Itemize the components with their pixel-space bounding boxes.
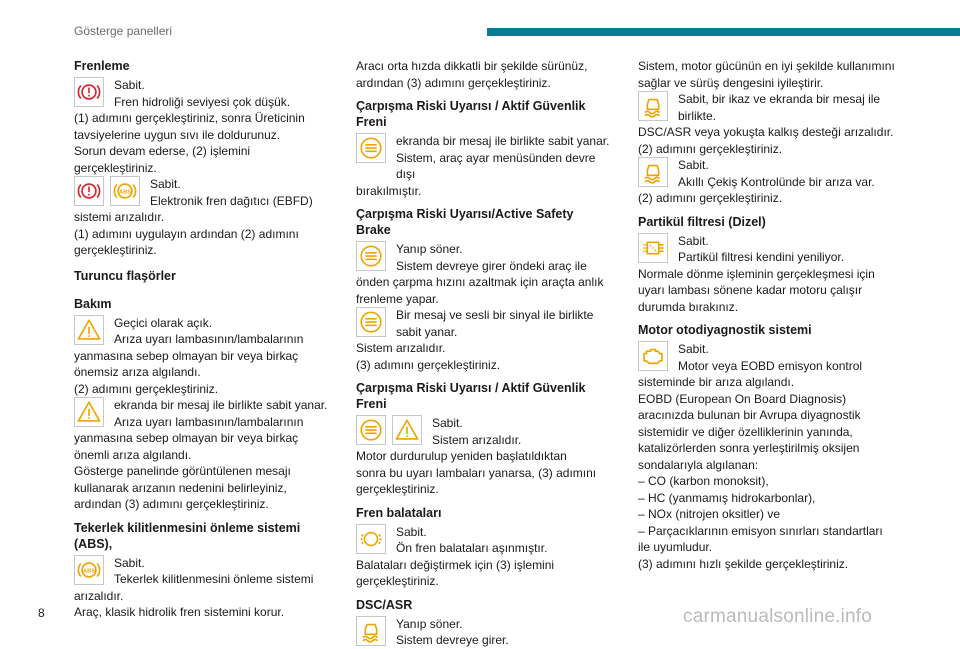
- body-line: sistemi arızalıdır.: [74, 210, 165, 224]
- body-line: (2) adımını gerçekleştiriniz.: [638, 191, 783, 205]
- engine-check-icon: [638, 341, 668, 371]
- body-line: – Parçacıklarının emisyon sınırları standartları: [638, 523, 883, 538]
- body-line: Araç, klasik hidrolik fren sistemini korur.: [74, 605, 285, 619]
- stability-control-icon: [356, 616, 386, 646]
- entry-line: Sistem, araç ayar menüsünden devre dışı: [396, 150, 596, 181]
- title-line: Çarpışma Riski Uyarısı / Aktif Güvenlik: [356, 99, 586, 113]
- entry-line: sabit yanar.: [396, 324, 458, 339]
- warning-triangle-icon: [392, 415, 422, 445]
- entry-traction-fault: [638, 157, 900, 190]
- entry-brake-pads: [356, 524, 618, 557]
- warning-triangle-icon: [74, 315, 104, 345]
- body-line: DSC/ASR veya yokuşta kalkış desteği arızalıdır.: [638, 125, 894, 139]
- column-middle: [356, 56, 618, 649]
- body-line: yanmasına sebep olmayan bir veya birkaç: [74, 348, 299, 363]
- section-title-obd: Motor otodiyagnostik sistemi: [638, 323, 812, 337]
- entry-collision-flash: [356, 241, 618, 274]
- entry-line: Akıllı Çekiş Kontrolünde bir arıza var.: [678, 174, 875, 189]
- body-line: frenleme yapar.: [356, 291, 439, 306]
- stability-control-icon: [638, 91, 668, 121]
- body-line: gerçekleştiriniz.: [356, 482, 439, 496]
- entry-line: Sabit.: [114, 555, 145, 570]
- body-line: Aracı orta hızda dikkatli bir şekilde sürünüz,: [356, 59, 588, 73]
- section-title-dpf: Partikül filtresi (Dizel): [638, 214, 766, 229]
- entry-line: Sabit, bir ikaz ve ekranda bir mesaj ile: [678, 92, 881, 106]
- brake-warning-icon: [74, 176, 104, 206]
- brake-warning-icon: [74, 77, 104, 107]
- body-line: sağlar ve sürüş dengesini iyileştirir.: [638, 75, 824, 90]
- particle-filter-icon: [638, 233, 668, 263]
- body-line: ardından (3) adımını gerçekleştiriniz.: [74, 497, 269, 511]
- collision-warning-icon: [356, 415, 386, 445]
- entry-abs: [74, 555, 336, 588]
- section-title-abs: [74, 520, 336, 552]
- brake-pads-icon: [356, 524, 386, 554]
- entry-line: Sistem devreye girer.: [396, 633, 509, 647]
- body-line: ardından (3) adımını gerçekleştiriniz.: [356, 75, 551, 90]
- section-title-dsc: DSC/ASR: [356, 597, 413, 612]
- column-right: [638, 56, 900, 572]
- entry-dpf: [638, 233, 900, 266]
- body-line: Sistem arızalıdır.: [356, 341, 446, 355]
- body-line: (2) adımını gerçekleştiriniz.: [74, 381, 219, 396]
- body-line: Sorun devam ederse, (2) işlemini: [74, 144, 251, 158]
- body-line: yanmasına sebep olmayan bir veya birkaç: [74, 431, 299, 445]
- watermark: carmanualsonline.info: [683, 606, 873, 627]
- abs-icon: [110, 176, 140, 206]
- title-line: Freni: [356, 115, 387, 129]
- entry-collision-disabled: [356, 133, 618, 183]
- entry-line: Sabit.: [678, 233, 709, 248]
- section-title-collision-1: [356, 98, 618, 130]
- section-title-brake-pads: Fren balataları: [356, 505, 442, 520]
- body-line: tavsiyelerine uygun sıvı ile doldurunuz.: [74, 127, 281, 142]
- body-line: – CO (karbon monoksit),: [638, 474, 769, 488]
- body-line: ile uyumludur.: [638, 540, 713, 554]
- body-line: EOBD (European On Board Diagnosis): [638, 391, 847, 406]
- abs-icon: [74, 555, 104, 585]
- entry-line: birlikte.: [678, 108, 717, 123]
- entry-line: Sistem devreye girer öndeki araç ile: [396, 258, 587, 273]
- title-line: Çarpışma Riski Uyarısı / Aktif Güvenlik: [356, 381, 586, 395]
- body-line: Sistem, motor gücünün en iyi şekilde kullanımını: [638, 59, 895, 73]
- body-line: gerçekleştiriniz.: [356, 574, 439, 588]
- collision-warning-icon: [356, 307, 386, 337]
- body-line: Motor durdurulup yeniden başlatıldıktan: [356, 449, 567, 463]
- entry-line: Sabit.: [432, 416, 463, 430]
- body-line: sondalarıyla algılanan:: [638, 457, 759, 472]
- body-line: sonra bu uyarı lambaları yanarsa, (3) adımını: [356, 465, 597, 480]
- page-number: 8: [38, 606, 45, 620]
- entry-maintenance-fixed: [74, 397, 336, 430]
- section-title-turuncu: Turuncu flaşörler: [74, 268, 176, 283]
- body-line: durumda bırakınız.: [638, 299, 739, 314]
- entry-line: Ön fren balataları aşınmıştır.: [396, 541, 548, 555]
- entry-line: Sabit.: [678, 158, 709, 172]
- entry-line: Elektronik fren dağıtıcı (EBFD): [150, 193, 313, 208]
- entry-line: Geçici olarak açık.: [114, 315, 213, 330]
- body-line: (3) adımını gerçekleştiriniz.: [356, 357, 501, 372]
- body-line: katalizörlerden sonra yerleştirilmiş oksijen: [638, 441, 860, 455]
- entry-brake-fluid: [74, 77, 336, 110]
- entry-dsc-fault: [638, 91, 900, 124]
- entry-line: Sabit.: [678, 342, 709, 356]
- body-line: bırakılmıştır.: [356, 183, 422, 198]
- entry-line: Fren hidroliği seviyesi çok düşük.: [114, 94, 291, 109]
- body-line: kullanarak arızanın nedenini belirleyiniz,: [74, 480, 287, 495]
- title-line: Freni: [356, 397, 387, 411]
- warning-triangle-icon: [74, 397, 104, 427]
- entry-line: Sabit.: [150, 177, 181, 191]
- entry-dsc: [356, 616, 618, 649]
- header-accent-bar: [487, 28, 960, 36]
- entry-collision-fault: [356, 307, 618, 340]
- entry-line: Sistem arızalıdır.: [432, 432, 522, 447]
- entry-collision-system-fault: [356, 415, 618, 448]
- body-line: – NOx (nitrojen oksitler) ve: [638, 507, 781, 521]
- body-line: gerçekleştiriniz.: [74, 160, 157, 175]
- entry-obd: [638, 341, 900, 374]
- section-title-collision-2: [356, 206, 618, 238]
- traction-control-icon: [638, 157, 668, 187]
- body-line: gerçekleştiriniz.: [74, 243, 157, 257]
- body-line: Balataları değiştirmek için (3) işlemini: [356, 557, 555, 572]
- entry-line: Yanıp söner.: [396, 616, 463, 631]
- entry-ebfd: [74, 176, 336, 209]
- title-line: Çarpışma Riski Uyarısı/Active Safety: [356, 207, 574, 221]
- title-line: Tekerlek kilitlenmesini önleme sistemi: [74, 520, 301, 535]
- body-line: (1) adımını gerçekleştiriniz, sonra Üreticinin: [74, 111, 305, 125]
- entry-line: Arıza uyarı lambasının/lambalarının: [114, 414, 304, 429]
- page-header-title: Gösterge panelleri: [74, 24, 173, 38]
- column-left: [74, 56, 336, 621]
- body-line: önden çarpma hızını azaltmak için araçta anlık: [356, 275, 604, 289]
- entry-maintenance-temp: [74, 315, 336, 348]
- section-title-bakim: Bakım: [74, 296, 112, 311]
- entry-line: Motor veya EOBD emisyon kontrol: [678, 358, 863, 373]
- body-line: sistemidir ve diğer özelliklerinin yanında,: [638, 424, 853, 439]
- title-line: (ABS),: [74, 536, 113, 551]
- body-line: Gösterge panelinde görüntülenen mesajı: [74, 464, 291, 478]
- entry-line: Bir mesaj ve sesli bir sinyal ile birlikte: [396, 308, 594, 322]
- body-line: arızalıdır.: [74, 588, 124, 603]
- title-line: Brake: [356, 223, 391, 237]
- body-line: uyarı lambası sönene kadar motoru çalışır: [638, 283, 863, 297]
- body-line: – HC (yanmamış hidrokarbonlar),: [638, 490, 816, 505]
- body-line: aracınızda bulunan bir Avrupa diyagnostik: [638, 408, 861, 422]
- entry-line: Sabit.: [114, 78, 145, 92]
- body-line: (1) adımını uygulayın ardından (2) adımını: [74, 226, 299, 241]
- section-title-collision-3: [356, 380, 618, 412]
- entry-line: Yanıp söner.: [396, 242, 463, 256]
- body-line: sisteminde bir arıza algılandı.: [638, 375, 795, 389]
- entry-line: Sabit.: [396, 524, 427, 539]
- entry-line: Tekerlek kilitlenmesini önleme sistemi: [114, 572, 314, 586]
- entry-line: ekranda bir mesaj ile birlikte sabit yanar.: [114, 398, 328, 412]
- body-line: (2) adımını gerçekleştiriniz.: [638, 141, 783, 156]
- entry-line: ekranda bir mesaj ile birlikte sabit yanar.: [396, 134, 610, 148]
- collision-warning-icon: [356, 241, 386, 271]
- body-line: önemsiz arıza algılandı.: [74, 365, 201, 379]
- body-line: (3) adımını hızlı şekilde gerçekleştiriniz.: [638, 556, 849, 571]
- body-line: Normale dönme işleminin gerçekleşmesi için: [638, 266, 875, 281]
- collision-warning-icon: [356, 133, 386, 163]
- entry-line: Arıza uyarı lambasının/lambalarının: [114, 332, 304, 346]
- section-title-frenleme: Frenleme: [74, 59, 130, 73]
- entry-line: Partikül filtresi kendini yeniliyor.: [678, 250, 845, 264]
- body-line: önemli arıza algılandı.: [74, 447, 192, 462]
